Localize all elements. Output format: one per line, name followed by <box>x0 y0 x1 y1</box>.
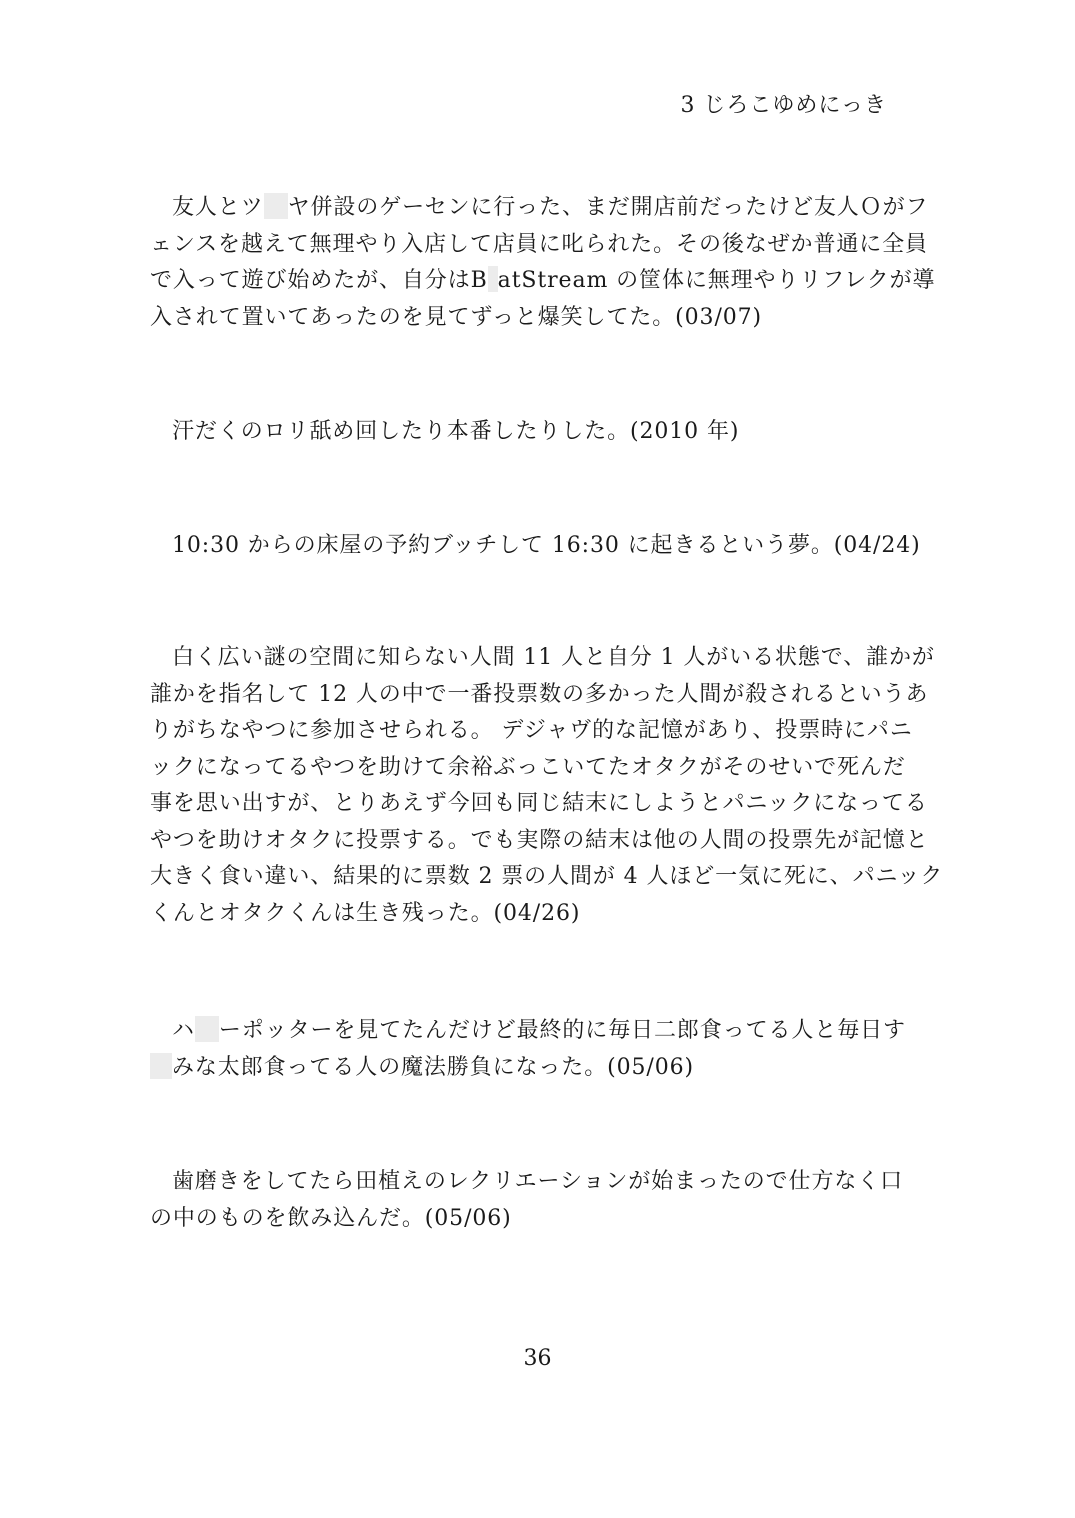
text-segment: ヤ併設のゲーセンに行った、まだ開店前だったけど友人Ｏがフ <box>287 195 929 220</box>
text-line: くんとオタクくんは生き残った。(04/26) <box>150 900 581 926</box>
redaction-mark <box>195 1016 219 1042</box>
diary-entry <box>150 190 936 336</box>
diary-entry <box>150 1164 904 1237</box>
text-segment: ーポッターを見てたんだけど最終的に毎日二郎食ってる人と毎日す <box>218 1018 906 1043</box>
text-line: 汗だくのロリ舐め回したり本番したりした。(2010 年) <box>172 419 740 444</box>
running-header: 3 じろこゆめにっき <box>680 93 887 118</box>
text-line <box>150 190 929 227</box>
diary-entry <box>150 528 921 565</box>
text-segment: ハ <box>172 1018 195 1043</box>
text-segment: みな太郎食ってる人の魔法勝負になった。(05/06) <box>172 1054 694 1080</box>
text-line: 10:30 からの床屋の予約ブッチして 16:30 に起きるという夢。(04/24) <box>172 533 921 558</box>
redaction-mark <box>150 1053 172 1079</box>
text-line: やつを助けオタクに投票する。でも実際の結末は他の人間の投票先が記憶と <box>150 827 929 853</box>
text-line: 白く広い謎の空間に知らない人間 11 人と自分 1 人がいる状態で、誰かが <box>172 645 935 670</box>
text-line: 事を思い出すが、とりあえず今回も同じ結末にしようとパニックになってる <box>150 791 928 816</box>
text-line: 歯磨きをしてたら田植えのレクリエーションが始まったので仕方なく口 <box>172 1169 904 1194</box>
diary-entry <box>150 1013 906 1086</box>
text-segment: atStream の筐体に無理やりリフレクが導 <box>497 268 936 293</box>
text-segment: で入って遊び始めたが、自分はB <box>150 268 488 293</box>
diary-entry <box>150 414 890 451</box>
diary-entry <box>150 640 944 932</box>
text-line <box>150 1013 906 1050</box>
text-line: の中のものを飲み込んだ。(05/06) <box>150 1205 512 1231</box>
redaction-mark <box>264 193 288 219</box>
text-line <box>150 1050 890 1087</box>
text-line: 大きく食い違い、結果的に票数 2 票の人間が 4 人ほど一気に死に、パニック <box>150 864 944 889</box>
text-line: 入されて置いてあったのを見てずっと爆笑してた。(03/07) <box>150 304 763 330</box>
text-line: りがちなやつに参加させられる。 デジャヴ的な記憶があり、投票時にパニ <box>150 718 913 743</box>
text-line <box>150 263 936 300</box>
page-number: 36 <box>523 1346 552 1371</box>
redaction-mark <box>488 266 498 292</box>
text-line: 誰かを指名して 12 人の中で一番投票数の多かった人間が殺されるというあ <box>150 681 929 707</box>
text-segment: 友人とツ <box>172 195 264 220</box>
text-line: ックになってるやつを助けて余裕ぶっこいてたオタクがそのせいで死んだ <box>150 754 906 780</box>
text-line: ェンスを越えて無理やり入店して店員に叱られた。その後なぜか普通に全員 <box>150 231 928 257</box>
